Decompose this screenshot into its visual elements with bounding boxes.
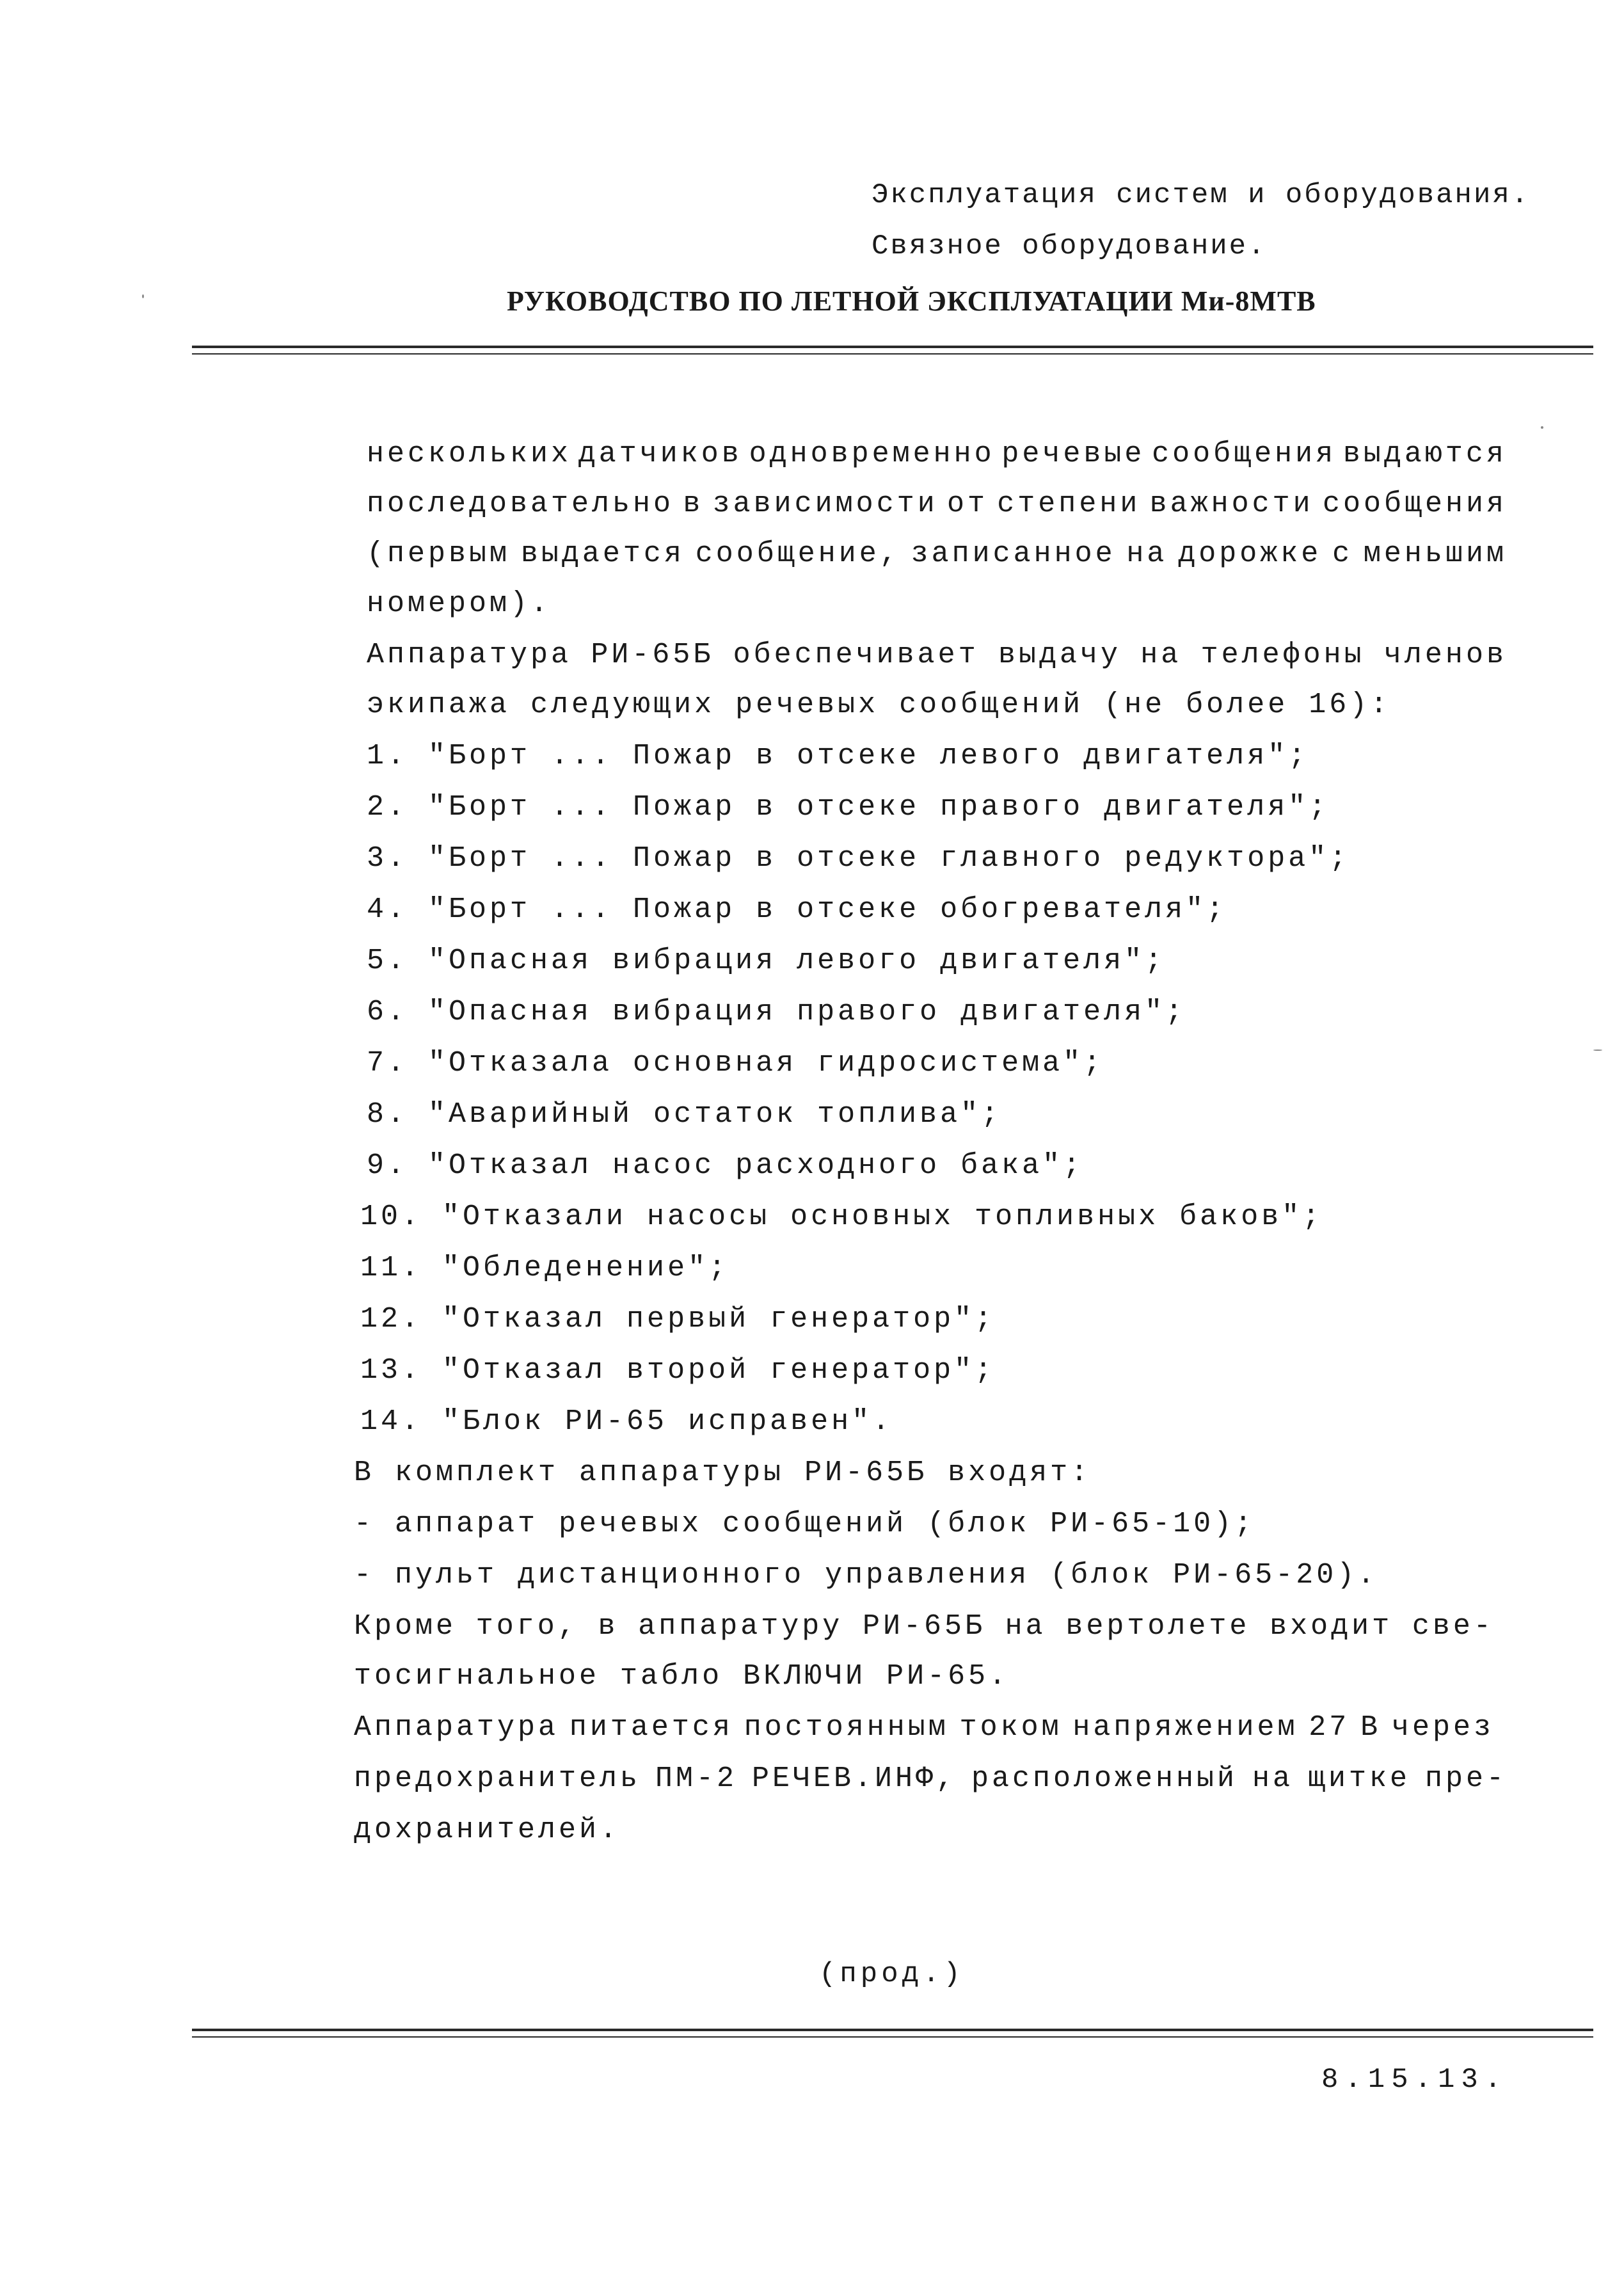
message-item: 11. "Обледенение"; bbox=[360, 1252, 729, 1284]
footer-rule-top bbox=[192, 2029, 1593, 2031]
header-rule-bottom bbox=[192, 353, 1593, 355]
intro-line-3: (первым выдается сообщение, записанное на дорожке с меньшим bbox=[367, 538, 1507, 570]
scan-speck bbox=[142, 294, 144, 298]
message-item: 13. "Отказал второй генератор"; bbox=[360, 1354, 996, 1387]
message-item: 12. "Отказал первый генератор"; bbox=[360, 1303, 996, 1336]
header-rule-top bbox=[192, 346, 1593, 348]
scan-speck bbox=[1593, 1050, 1602, 1051]
footer-rule-bottom bbox=[192, 2036, 1593, 2038]
subsection-header: Связное оборудование. bbox=[872, 230, 1267, 262]
intro-line-1: нескольких датчиков одновременно речевые сообщения выдаются bbox=[367, 438, 1507, 470]
message-item: 6. "Опасная вибрация правого двигателя"; bbox=[367, 996, 1186, 1028]
kit-item: - пульт дистанционного управления (блок РИ-65-20). bbox=[354, 1559, 1378, 1592]
message-item: 2. "Борт ... Пожар в отсеке правого двигателя"; bbox=[367, 791, 1330, 824]
message-item: 5. "Опасная вибрация левого двигателя"; bbox=[367, 945, 1166, 977]
intro-line-4: номером). bbox=[367, 587, 552, 620]
kit-item: - аппарат речевых сообщений (блок РИ-65-10); bbox=[354, 1508, 1255, 1540]
message-item: 8. "Аварийный остаток топлива"; bbox=[367, 1098, 1002, 1131]
kit-intro: В комплект аппаратуры РИ-65Б входят: bbox=[354, 1457, 1092, 1489]
intro-line-2: последовательно в зависимости от степени важности сообщения bbox=[367, 488, 1507, 520]
manual-title: РУКОВОДСТВО ПО ЛЕТНОЙ ЭКСПЛУАТАЦИИ Ми-8МТВ bbox=[507, 285, 1316, 317]
scan-speck bbox=[1541, 426, 1543, 429]
para2-line-2: экипажа следующих речевых сообщений (не более 16): bbox=[367, 689, 1391, 721]
besides-line-2: тосигнальное табло ВКЛЮЧИ РИ-65. bbox=[354, 1660, 1010, 1693]
message-item: 4. "Борт ... Пожар в отсеке обогревателя"; bbox=[367, 893, 1227, 926]
message-item: 1. "Борт ... Пожар в отсеке левого двигателя"; bbox=[367, 740, 1309, 772]
para2-line-1: Аппаратура РИ-65Б обеспечивает выдачу на телефоны членов bbox=[367, 639, 1507, 671]
message-item: 7. "Отказала основная гидросистема"; bbox=[367, 1047, 1104, 1080]
message-item: 10. "Отказали насосы основных топливных баков"; bbox=[360, 1201, 1323, 1233]
power-line-2: предохранитель ПМ-2 РЕЧЕВ.ИНФ, расположенный на щитке пре- bbox=[354, 1762, 1507, 1795]
continued-label: (прод.) bbox=[819, 1958, 964, 1990]
section-header: Эксплуатация систем и оборудования. bbox=[872, 179, 1531, 211]
message-item: 3. "Борт ... Пожар в отсеке главного редуктора"; bbox=[367, 842, 1350, 875]
page-number: 8.15.13. bbox=[1321, 2064, 1508, 2096]
power-line-1: Аппаратура питается постоянным током напряжением 27 В через bbox=[354, 1711, 1494, 1744]
power-line-3: дохранителей. bbox=[354, 1814, 621, 1846]
message-item: 9. "Отказал насос расходного бака"; bbox=[367, 1149, 1084, 1182]
message-item: 14. "Блок РИ-65 исправен". bbox=[360, 1405, 893, 1438]
besides-line-1: Кроме того, в аппаратуру РИ-65Б на вертолете входит све- bbox=[354, 1610, 1494, 1643]
